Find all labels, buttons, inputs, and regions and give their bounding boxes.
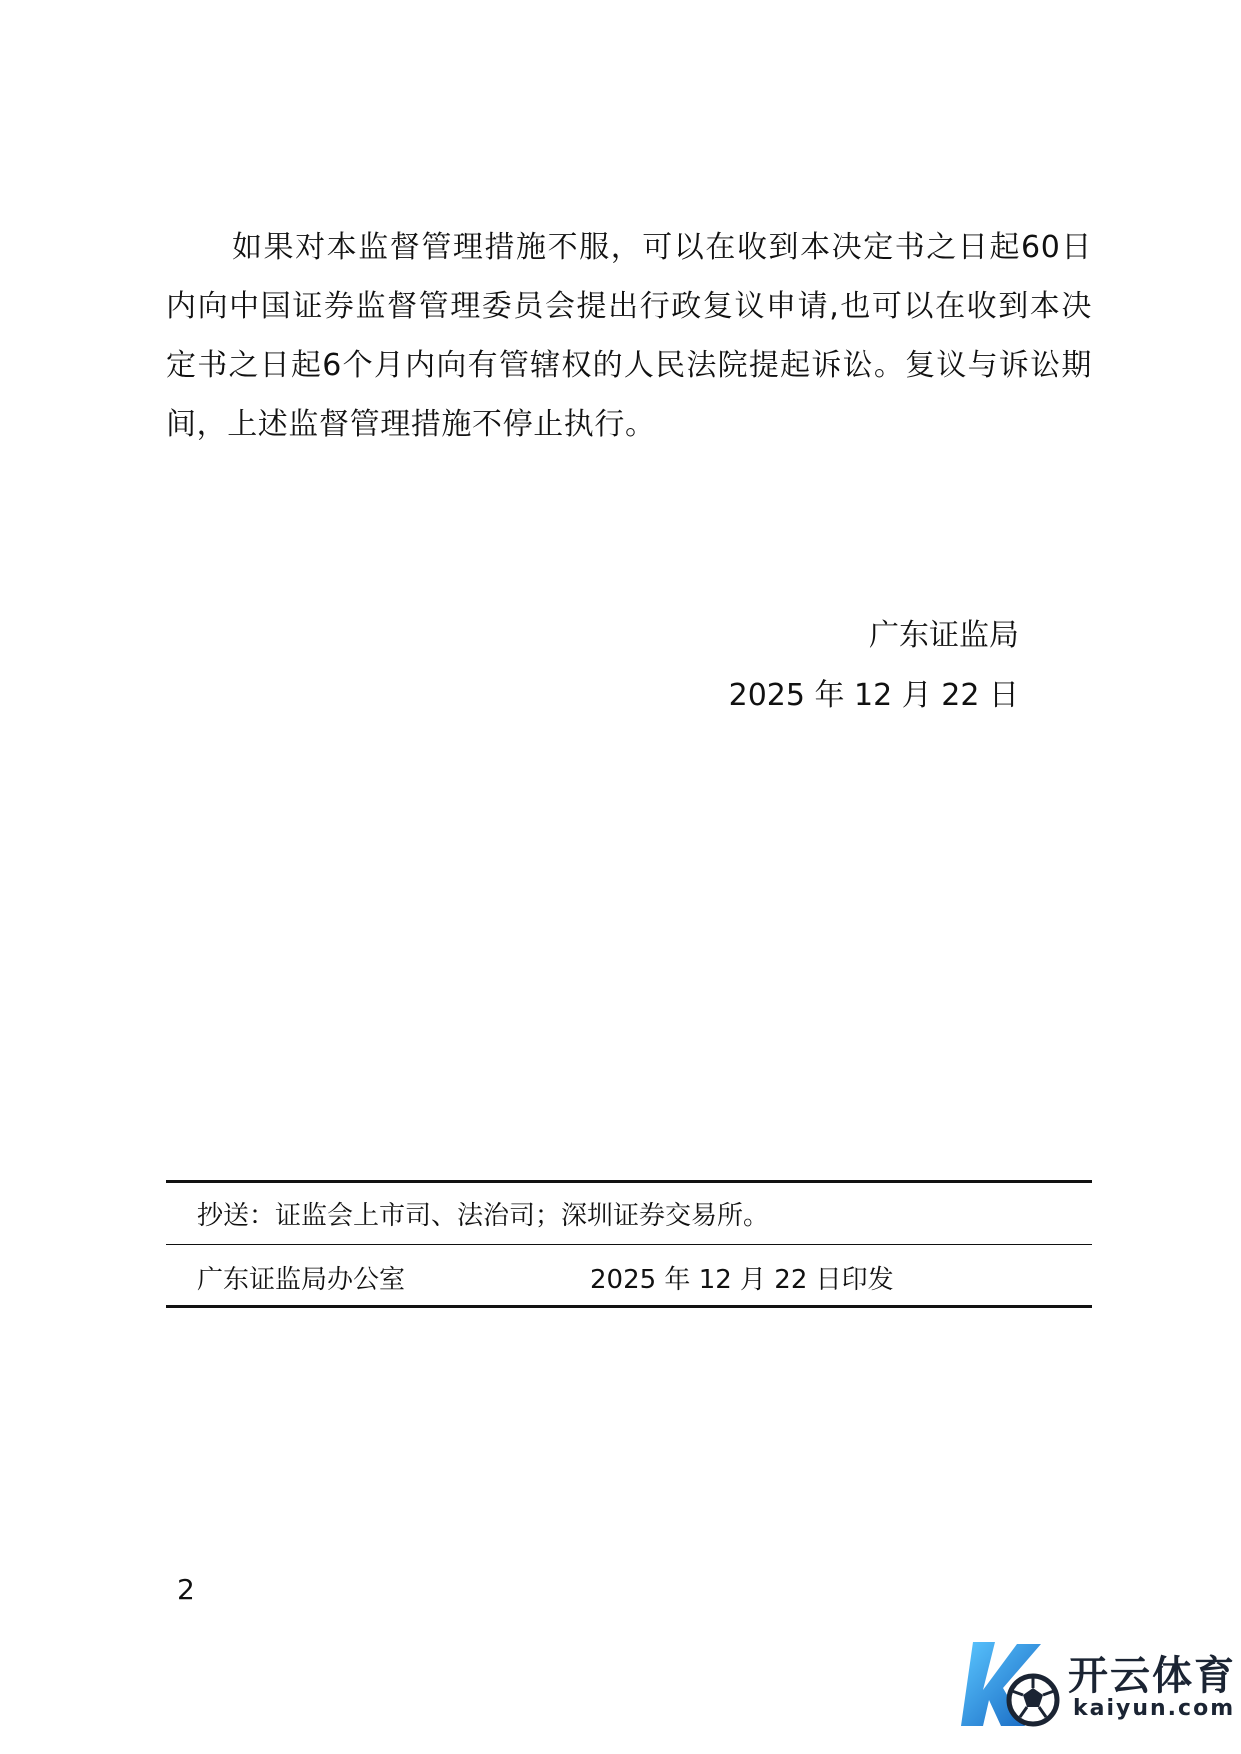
cc-recipients: 抄送：证监会上市司、法治司；深圳证券交易所。	[197, 1201, 770, 1231]
signature-date: 2025 年 12 月 22 日	[728, 678, 1019, 713]
kaiyun-logo-icon	[955, 1630, 1067, 1740]
issuing-office: 广东证监局办公室	[197, 1265, 406, 1295]
watermark-domain: kaiyun.com	[1073, 1696, 1236, 1721]
signature-block	[729, 606, 1019, 726]
issuer-name: 广东证监局	[869, 618, 1019, 653]
watermark	[955, 1630, 1235, 1740]
footer-top-rule	[166, 1180, 1092, 1183]
footer-middle-rule	[166, 1244, 1092, 1245]
watermark-brand-name: 开云体育	[1068, 1653, 1236, 1699]
appeal-rights-paragraph: 如果对本监督管理措施不服，可以在收到本决定书之日起60日内向中国证券监督管理委员会提出行政复议申请,也可以在收到本决定书之日起6个月内向有管辖权的人民法院提起诉讼。复议与诉讼期间，上述监督管理措施不停止执行。	[166, 230, 1092, 442]
page-number: 2	[177, 1573, 195, 1606]
footer-bottom-rule	[166, 1305, 1092, 1308]
issue-date: 2025 年 12 月 22 日印发	[590, 1265, 894, 1295]
